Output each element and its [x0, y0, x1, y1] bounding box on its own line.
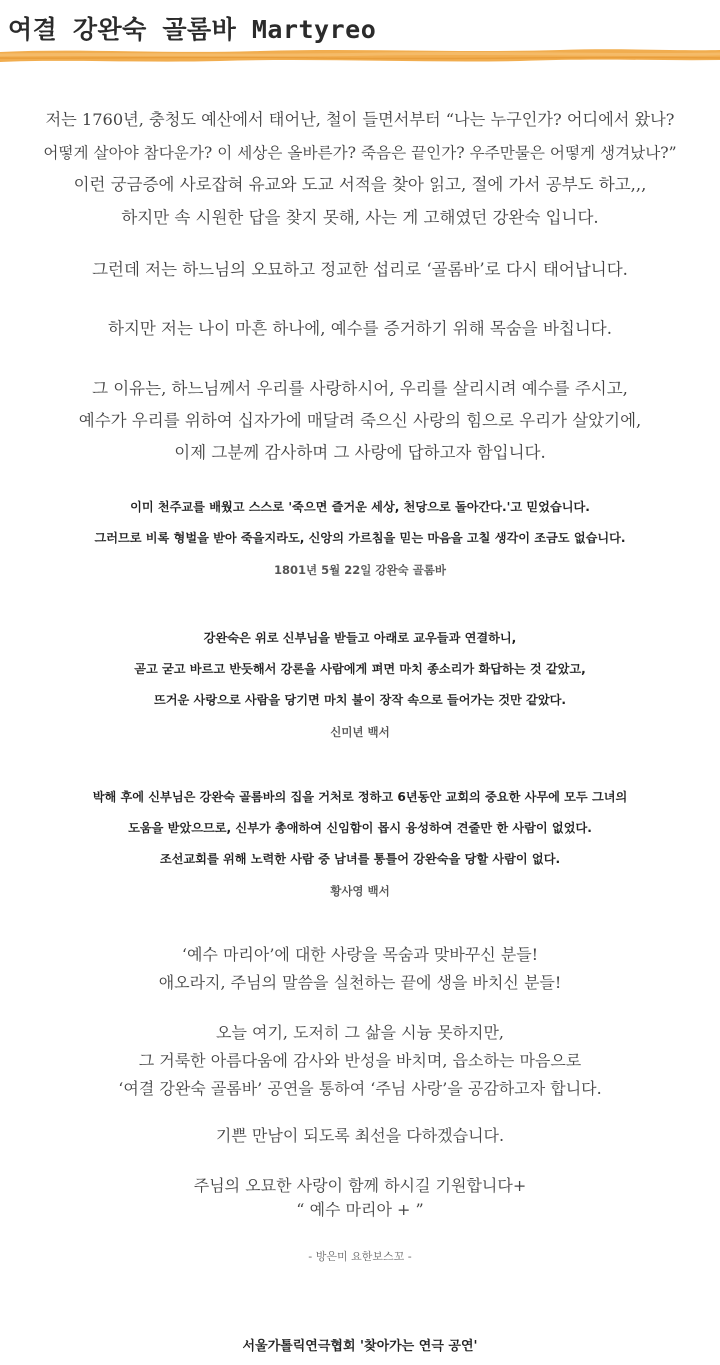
closing-line: 기쁜 만남이 되도록 최선을 다하겠습니다.: [215, 1126, 505, 1145]
quote-line: 박해 후에 신부님은 강완숙 골롬바의 집을 거처로 정하고 6년동안 교회의 중요한 사무에 모두 그녀의: [92, 790, 628, 804]
intro-line: 하지만 속 시원한 답을 찾지 못해, 사는 게 고해였던 강완숙 입니다.: [121, 207, 599, 227]
closing-greeting: [40, 1122, 680, 1150]
intro-line: 어떻게 살아야 참다운가? 이 세상은 올바른가? 죽음은 끝인가? 우주만물은 어떻게 생겨났나?”: [43, 143, 677, 162]
paragraph-line: 그런데 저는 하느님의 오묘하고 정교한 섭리로 ‘골롬바’로 다시 태어납니다.: [92, 260, 628, 279]
page-title: 여결 강완숙 골롬바 Martyreo: [8, 15, 377, 44]
closing-line: 오늘 여기, 도저히 그 삶을 시늉 못하지만,: [216, 1023, 504, 1042]
paragraph-rebirth: [40, 254, 680, 286]
intro-line: 이런 궁금증에 사로잡혀 유교와 도교 서적을 찾아 읽고, 절에 가서 공부도 하고,,,: [73, 175, 647, 194]
closing-tribute: [40, 941, 680, 997]
quote-line: 도움을 받았으므로, 신부가 총애하여 신임함이 몹시 융성하여 견줄만 한 사람이 없었다.: [128, 821, 592, 835]
quote-line: 이미 천주교를 배웠고 스스로 '죽으면 즐거운 세상, 천당으로 돌아간다.'고 믿었습니다.: [130, 500, 590, 514]
author-signature: - 방은미 요한보스꼬 -: [308, 1250, 412, 1263]
intro-paragraph: [40, 104, 680, 234]
closing-line: “ 예수 마리아 + ”: [296, 1200, 424, 1219]
quote-sinminyeon: [40, 623, 680, 742]
closing-line: ‘예수 마리아’에 대한 사랑을 목숨과 맞바꾸신 분들!: [181, 945, 539, 964]
quote-testimony: [40, 492, 680, 580]
closing-line: 그 거룩한 아름다움에 감사와 반성을 바치며, 읍소하는 마음으로: [138, 1051, 582, 1070]
footer-organization: 서울가톨릭연극협회 '찾아가는 연극 공연': [242, 1339, 478, 1354]
quote-hwangsayeong: [20, 782, 700, 901]
quote-source: 1801년 5월 22일 강완숙 골롬바: [273, 563, 446, 577]
paragraph-line: 예수가 우리를 위하여 십자가에 매달려 죽으신 사랑의 힘으로 우리가 살았기에,: [78, 411, 642, 430]
paragraph-line: 그 이유는, 하느님께서 우리를 사랑하시어, 우리를 살리시려 예수를 주시고,: [92, 379, 628, 398]
closing-line: ‘여결 강완숙 골롬바’ 공연을 통하여 ‘주님 사랑’을 공감하고자 합니다.: [118, 1079, 602, 1098]
paragraph-line: 이제 그분께 감사하며 그 사랑에 답하고자 함입니다.: [174, 443, 546, 462]
closing-performance: [40, 1019, 680, 1103]
quote-line: 강완숙은 위로 신부님을 받들고 아래로 교우들과 연결하니,: [203, 631, 517, 645]
quote-source: 황사영 백서: [330, 884, 390, 898]
quote-source: 신미년 백서: [330, 725, 390, 739]
paragraph-reason: [40, 373, 680, 469]
intro-line: 저는 1760년, 충청도 예산에서 태어난, 철이 들면서부터 “나는 누구인가? 어디에서 왔나?: [45, 110, 675, 129]
quote-line: 곧고 굳고 바르고 반듯해서 강론을 사람에게 펴면 마치 종소리가 화답하는 것 같았고,: [134, 662, 586, 676]
closing-blessing: [40, 1174, 680, 1222]
closing-line: 애오라지, 주님의 말씀을 실천하는 끝에 생을 바치신 분들!: [158, 973, 562, 992]
quote-line: 뜨거운 사랑으로 사람을 당기면 마치 불이 장작 속으로 들어가는 것만 같았다.: [153, 693, 567, 707]
page-header: [0, 0, 720, 70]
closing-line: 주님의 오묘한 사랑이 함께 하시길 기원합니다+: [193, 1176, 527, 1195]
paragraph-martyrdom: [40, 313, 680, 345]
quote-line: 조선교회를 위해 노력한 사람 중 남녀를 통틀어 강완숙을 당할 사람이 없다.: [159, 852, 561, 866]
brush-stroke-decoration: [0, 44, 720, 66]
quote-line: 그러므로 비록 형벌을 받아 죽을지라도, 신앙의 가르침을 믿는 마음을 고칠 생각이 조금도 없습니다.: [94, 531, 626, 545]
paragraph-line: 하지만 저는 나이 마흔 하나에, 예수를 증거하기 위해 목숨을 바칩니다.: [108, 319, 612, 338]
